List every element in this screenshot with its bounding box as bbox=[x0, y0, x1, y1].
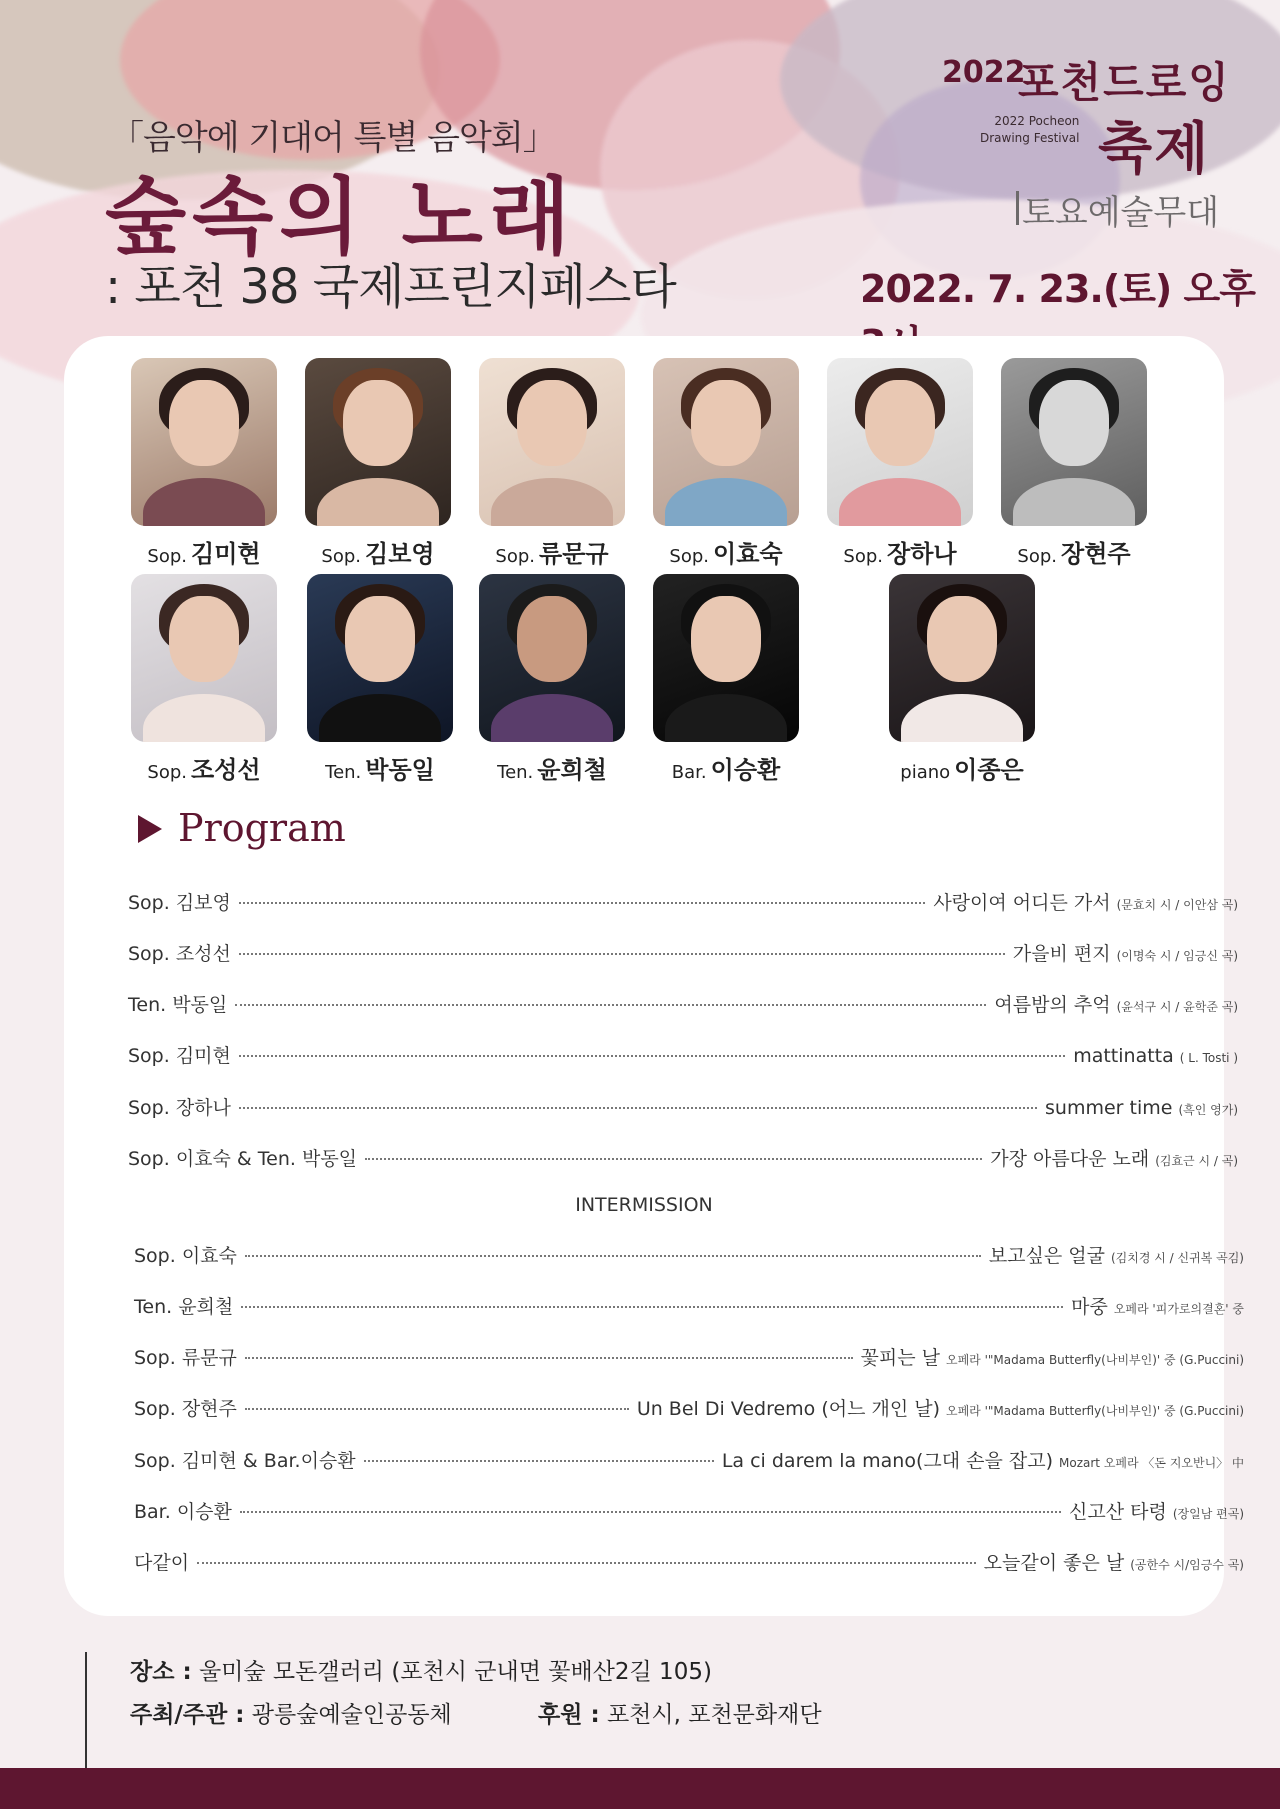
performer-name: Sop. 김미현 bbox=[147, 540, 261, 568]
performer-photo bbox=[653, 358, 799, 526]
performer-name: Sop. 이효숙 bbox=[669, 540, 783, 568]
venue-line: 장소 : 울미숲 모돈갤러리 (포천시 군내면 꽃배산2길 105) bbox=[130, 1659, 712, 1685]
performer-card bbox=[820, 358, 980, 569]
performer-photo bbox=[131, 574, 277, 742]
program-row: Sop. 장현주 Un Bel Di Vedremo (어느 개인 날) 오페라 '"Madama Butterfly(나비부인)' 중 (G.Puccini) bbox=[134, 1398, 1244, 1420]
bottom-bar bbox=[0, 1768, 1280, 1809]
festival-year: 2022 bbox=[942, 55, 1026, 90]
program-row: Sop. 김미현 & Bar.이승환 La ci darem la mano(그대 손을 잡고) Mozart 오페라 〈돈 지오반니〉 中 bbox=[134, 1450, 1244, 1472]
program-row: Sop. 류문규 꽃피는 날 오페라 '"Madama Butterfly(나비부인)' 중 (G.Puccini) bbox=[134, 1347, 1244, 1369]
concert-title: 숲속의 노래 bbox=[105, 168, 576, 266]
host-line: 주최/주관 : 광릉숲예술인공동체 bbox=[130, 1702, 452, 1728]
program-row: Sop. 김보영 사랑이여 어디든 가서 (문효치 시 / 이안삼 곡) bbox=[128, 892, 1238, 914]
performer-name: Sop. 김보영 bbox=[321, 540, 435, 568]
performer-card bbox=[124, 574, 284, 785]
program-row: Sop. 김미현 mattinatta ( L. Tosti ) bbox=[128, 1045, 1238, 1067]
festival-name-english bbox=[980, 113, 1079, 147]
performer-photo bbox=[305, 358, 451, 526]
concert-subtitle: 「음악에 기대어 특별 음악회」 bbox=[110, 118, 556, 158]
stage-label: 토요예술무대 bbox=[1022, 185, 1219, 234]
performer-card bbox=[298, 358, 458, 569]
performer-name: Sop. 류문규 bbox=[495, 540, 609, 568]
performer-photo bbox=[131, 358, 277, 526]
performer-card bbox=[472, 358, 632, 569]
program-row: 다같이 오늘같이 좋은 날 (공한수 시/임긍수 곡) bbox=[134, 1552, 1244, 1574]
performer-photo bbox=[479, 358, 625, 526]
concert-tagline: : 포천 38 국제프린지페스타 bbox=[105, 259, 676, 315]
footer-divider bbox=[85, 1652, 87, 1768]
performer-photo bbox=[653, 574, 799, 742]
triangle-icon bbox=[138, 815, 162, 843]
performer-card bbox=[882, 574, 1042, 785]
festival-name: 포천드로잉 bbox=[1018, 58, 1231, 107]
concert-date: 2022. 7. 23.(토) 오후 bbox=[860, 267, 1255, 311]
festival-name-suffix: 축제 bbox=[1098, 117, 1211, 182]
program-row: Sop. 이효숙 보고싶은 얼굴 (김치경 시 / 신귀복 곡김) bbox=[134, 1245, 1244, 1267]
program-row: Sop. 이효숙 & Ten. 박동일 가장 아름다운 노래 (김효근 시 / 곡) bbox=[128, 1148, 1238, 1170]
performer-card bbox=[646, 574, 806, 785]
performer-card bbox=[300, 574, 460, 785]
performer-card bbox=[646, 358, 806, 569]
program-row: Sop. 장하나 summer time (흑인 영가) bbox=[128, 1097, 1238, 1119]
performer-name: Bar. 이승환 bbox=[671, 756, 781, 784]
performer-grid bbox=[64, 336, 1224, 806]
performer-name: piano 이종은 bbox=[900, 756, 1024, 784]
performer-photo bbox=[827, 358, 973, 526]
performer-name: Ten. 윤희철 bbox=[497, 756, 607, 784]
festival-name-english-line2: Drawing Festival bbox=[980, 131, 1080, 145]
program-row: Bar. 이승환 신고산 타령 (장일남 편곡) bbox=[134, 1501, 1244, 1523]
performer-photo bbox=[479, 574, 625, 742]
program-row: Ten. 박동일 여름밤의 추억 (윤석구 시 / 윤학준 곡) bbox=[128, 994, 1238, 1016]
performer-card bbox=[994, 358, 1154, 569]
performer-photo bbox=[1001, 358, 1147, 526]
festival-name-english-line1: 2022 Pocheon bbox=[994, 114, 1080, 128]
performer-name: Ten. 박동일 bbox=[325, 756, 435, 784]
program-card bbox=[64, 336, 1244, 1616]
performer-name: Sop. 장하나 bbox=[843, 540, 957, 568]
sponsor-line: 후원 : 포천시, 포천문화재단 bbox=[538, 1702, 822, 1728]
performer-name: Sop. 장현주 bbox=[1017, 540, 1131, 568]
intermission-label: INTERMISSION bbox=[575, 1194, 713, 1216]
performer-photo bbox=[307, 574, 453, 742]
performer-name: Sop. 조성선 bbox=[147, 756, 261, 784]
performer-photo bbox=[889, 574, 1035, 742]
program-row: Ten. 윤희철 마중 오페라 '피가로의결혼' 중 bbox=[134, 1296, 1244, 1318]
program-row: Sop. 조성선 가을비 편지 (이명숙 시 / 임긍신 곡) bbox=[128, 943, 1238, 965]
performer-card bbox=[472, 574, 632, 785]
performer-card bbox=[124, 358, 284, 569]
program-heading: Program bbox=[138, 806, 346, 850]
